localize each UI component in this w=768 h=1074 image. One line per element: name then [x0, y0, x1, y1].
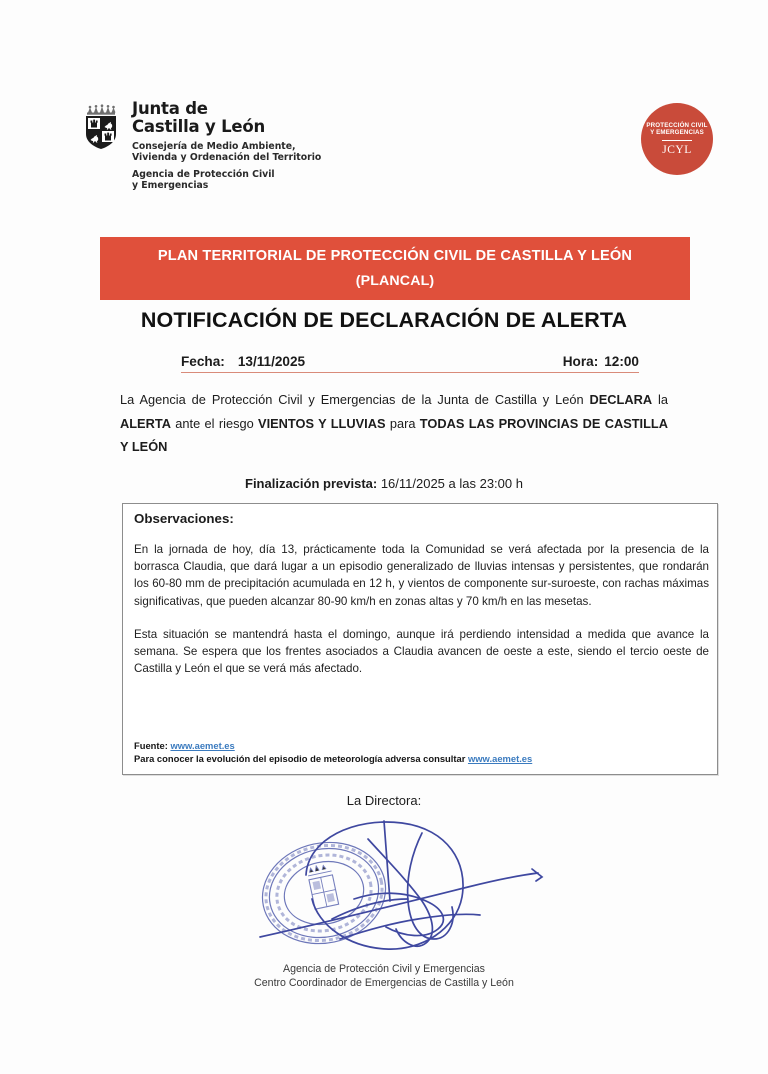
date-group: [181, 354, 305, 369]
time-value: 12:00: [604, 354, 639, 369]
declaration-part4: para: [385, 415, 420, 431]
org-line1: Junta de: [132, 99, 208, 118]
declaration-part2: la: [652, 392, 668, 407]
agency-line1: Agencia de Protección Civil: [132, 168, 275, 180]
declaration-part3: ante el riesgo: [170, 415, 259, 431]
handwritten-signature: [260, 821, 542, 949]
end-forecast-value: 16/11/2025 a las 23:00 h: [377, 476, 523, 491]
department-block: [132, 141, 321, 164]
seal-top-text: PROTECCIÓN CIVIL Y EMERGENCIAS: [646, 121, 708, 136]
observations-source: [134, 740, 709, 765]
declaration-bold-provincias: TODAS LAS PROVINCIAS DE CASTILLA Y LEÓN: [120, 415, 668, 454]
source-note: Para conocer la evolución del episodio de meteorología adversa consultar: [134, 752, 466, 764]
time-group: [563, 354, 639, 369]
aemet-link-2[interactable]: www.aemet.es: [467, 752, 533, 764]
time-label: Hora:: [562, 354, 599, 369]
banner-line-1: PLAN TERRITORIAL DE PROTECCIÓN CIVIL DE CASTILLA Y LEÓN: [157, 248, 633, 264]
seal-bottom-text: JCYL: [662, 144, 692, 157]
declaration-part1: La Agencia de Protección Civil y Emergencias de la Junta de Castilla y León: [120, 392, 590, 407]
aemet-link-1[interactable]: www.aemet.es: [170, 740, 235, 752]
end-forecast-label: Finalización prevista:: [245, 476, 378, 491]
date-time-row: [181, 354, 639, 373]
footer-line-1: Agencia de Protección Civil y Emergencias: [283, 963, 485, 975]
observations-box: [122, 503, 718, 775]
document-footer: [0, 962, 768, 990]
dept-line2: Vivienda y Ordenación del Territorio: [132, 152, 322, 164]
page-title: NOTIFICACIÓN DE DECLARACIÓN DE ALERTA: [140, 308, 628, 332]
declaration-bold-riesgo: VIENTOS Y LLUVIAS: [258, 415, 386, 431]
signature-and-stamp: [236, 815, 566, 975]
date-value: 13/11/2025: [237, 354, 306, 369]
date-label: Fecha:: [181, 354, 225, 369]
signer-role-label: La Directora:: [346, 793, 422, 808]
proteccion-civil-seal-logo: [641, 103, 713, 175]
source-line-1: [134, 740, 709, 752]
observations-title: Observaciones:: [134, 511, 234, 526]
observations-paragraph-2: Esta situación se mantendrá hasta el domingo, aunque irá perdiendo intensidad a medida que avance la semana. Se espera que los frentes asociados a Claudia avancen de oeste a este, siendo el tercio oeste de Castilla y León el que se verá más afectado.: [134, 627, 709, 676]
plan-banner: [100, 237, 690, 300]
source-label: Fuente:: [134, 740, 168, 752]
declaration-bold-declara: DECLARA: [589, 392, 653, 407]
org-line2: Castilla y León: [132, 117, 266, 136]
coat-of-arms-icon: [78, 104, 124, 150]
source-line-2: [134, 753, 709, 765]
institutional-header: [78, 100, 321, 192]
seal-divider: [662, 140, 692, 141]
declaration-bold-alerta: ALERTA: [120, 415, 171, 431]
end-forecast-line: [0, 476, 768, 491]
dept-line1: Consejería de Medio Ambiente,: [132, 141, 296, 152]
declaration-paragraph: [120, 388, 668, 459]
agency-line2: y Emergencias: [132, 180, 209, 192]
junta-wordmark: [132, 100, 321, 192]
agency-block: [132, 169, 321, 192]
observations-body: [134, 541, 709, 677]
footer-line-2: Centro Coordinador de Emergencias de Castilla y León: [254, 977, 514, 989]
banner-line-2: (PLANCAL): [355, 273, 435, 289]
observations-paragraph-1: En la jornada de hoy, día 13, prácticamente toda la Comunidad se verá afectada por la presencia de la borrasca Claudia, que dará lugar a un episodio generalizado de lluvias intensas y persistentes, que rondarán los 60-80 mm de precipitación acumulada en 12 h, y vientos de componente sur-suroeste, con rachas máximas significativas, que pueden alcanzar 80-90 km/h en zonas altas y 70 km/h en las mesetas.: [134, 543, 709, 608]
